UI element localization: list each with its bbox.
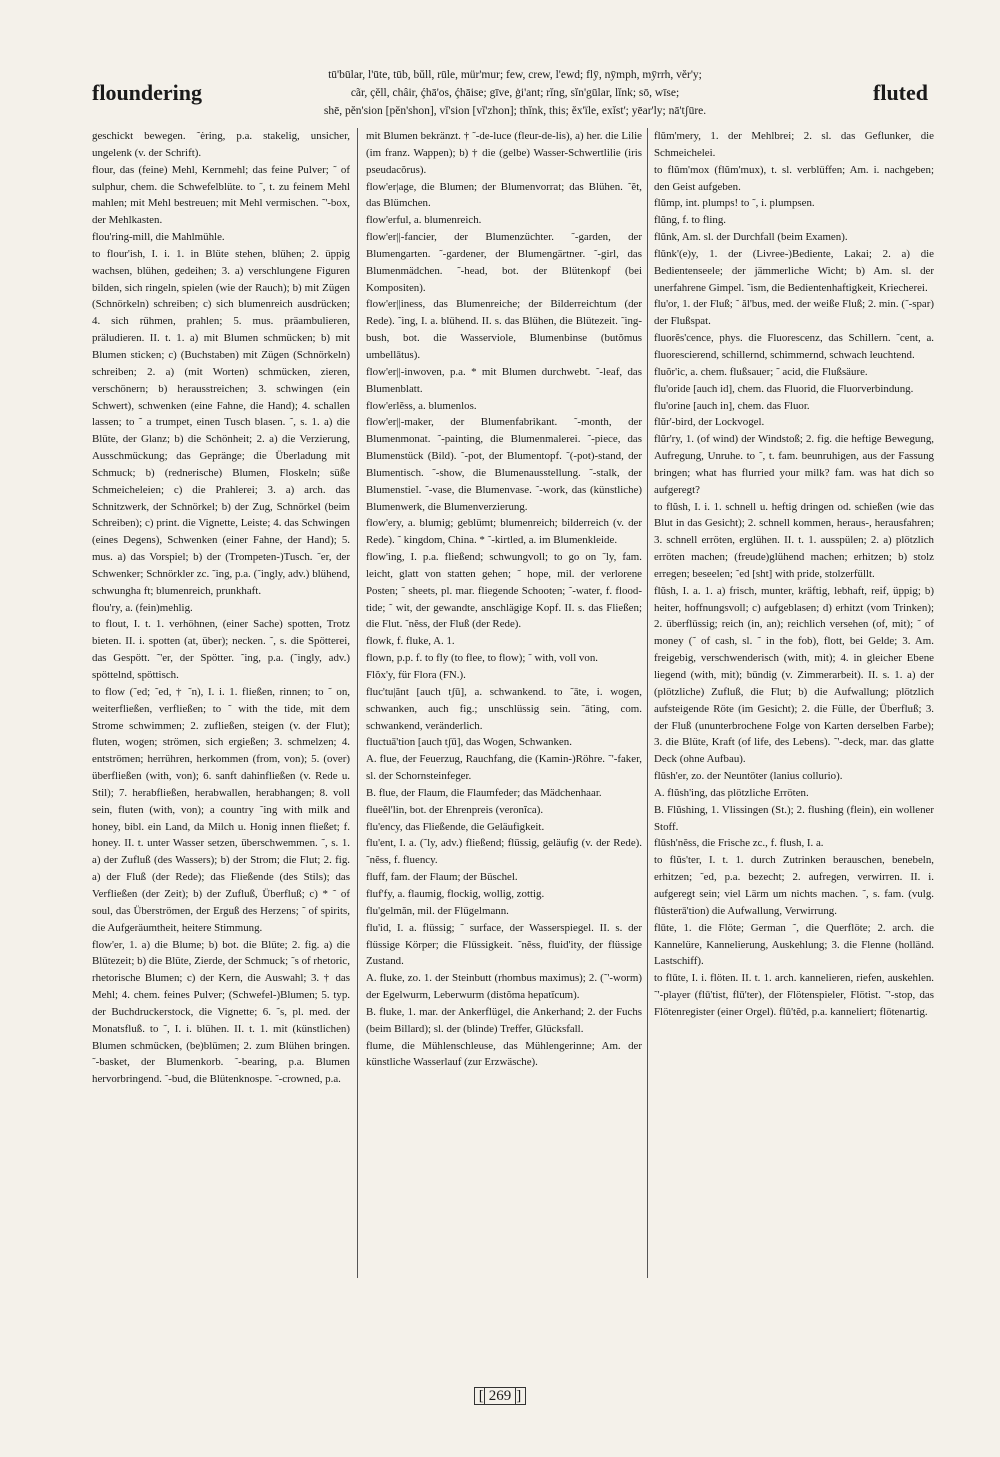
dictionary-entry: B. Flŭshing, 1. Vlissingen (St.); 2. flushing (flein), ein wollener Stoff.	[654, 803, 934, 833]
dictionary-entry: fluc'tu|ănt [auch tʃū], a. schwankend. to ˜āte, i. wogen, schwanken, auch fig.; unschlüssig sein. ˜āting, com. schwankend, veränderlich.	[366, 685, 642, 732]
dictionary-entry: flow'er||-maker, der Blumenfabrikant. ˜-month, der Blumenmonat. ˜-painting, die Blumenmalerei. ˜-piece, das Blumenstück (Bild). ˜-pot, der Blumentopf. ˜(-pot)-stand, der Blumentisch. ˜-show, die Blumenausstellung. ˜-stalk, der Blumenstiel. ˜-vase, die Blumenvase. ˜-work, das (künstliche) Blumenwerk, die Blumenverzierung.	[366, 416, 642, 513]
dictionary-entry: to flŭs'ter, I. t. 1. durch Zutrinken berauschen, benebeln, erhitzen; ˜ed, p.a. bezecht; 2. aufregen, verwirren. II. i. aufgeregt sein; viel Lärm um nichts machen. ˜, s. fam. (vulg. flŭsterā'tion) die Aufwallung, Verwirrung.	[654, 854, 934, 917]
dictionary-entry: to flout, I. t. 1. verhöhnen, (einer Sache) spotten, Trotz bieten. II. i. spotten (at, über); necken. ˜, s. die Spötterei, das Gespött. ˜'er, der Spötter. ˜ing, p.a. (˜ingly, adv.) spöttelnd, spöttisch.	[92, 618, 350, 681]
dictionary-entry: flŭng, f. to fling.	[654, 214, 726, 227]
dictionary-entry: flu'orine [auch in], chem. das Fluor.	[654, 399, 810, 412]
dictionary-entry: flu'id, I. a. flüssig; ˜ surface, der Wasserspiegel. II. s. der flüssige Körper; die Flüssigkeit. ˜nĕss, fluid'ity, der flüssige Zustand.	[366, 921, 642, 968]
dictionary-entry: to flŭm'mox (flŭm'mux), t. sl. verblüffen; Am. i. nachgeben; den Geist aufgeben.	[654, 163, 934, 193]
dictionary-entry: flu'ent, I. a. (˜ly, adv.) fließend; flüssig, geläufig (v. der Rede). ˜nĕss, f. fluency.	[366, 837, 642, 867]
dictionary-entry: flowk, f. fluke, A. 1.	[366, 635, 455, 648]
column-1	[92, 128, 350, 1278]
dictionary-entry: flŭsh, I. a. 1. a) frisch, munter, kräftig, lebhaft, reif, üppig; b) heiter, hoffnungsvoll; c) aufgeblasen; d) erhitzt (vom Trinken); 2. überflüssig; reich (in, an); reichlich versehen (of, mit); ˜ of money (˜ of cash, sl. ˜ in the fob), flott, bei Gelde; 3. Am. freigebig, verschwenderisch (with, mit); 4. in gleicher Ebene liegend (with, mit); bündig (v. Zimmerarbeit). II. s. 1. a) der (plötzliche) Zufluß, die Flut; b) die Aufwallung; plötzlich aufsteigende Röte (im Gesicht); 2. die Fülle, der Überfluß; 3. der Fluß (ununterbrochene Folge von Karten derselben Farbe); 3. die Blüte, Kraft (of life, des Lebens). ˜'-deck, mar. das glatte Deck (ohne Aufbau).	[654, 584, 934, 766]
dictionary-entry: flow'er||-inwoven, p.a. * mit Blumen durchwebt. ˜-leaf, das Blumenblatt.	[366, 365, 642, 395]
dictionary-entry: A. fluke, zo. 1. der Steinbutt (rhombus maximus); 2. (˜'-worm) der Egelwurm, Leberwurm (distŏma hepatĭcum).	[366, 972, 642, 1002]
dictionary-entry: flŭr'ry, 1. (of wind) der Windstoß; 2. fig. die heftige Bewegung, Aufregung, Unruhe. to ˜, t. fam. beunruhigen, aus der Fassung bringen; what has flurried your milk? fam. was hat dich so aufgeregt?	[654, 433, 934, 496]
dictionary-entry: flŭmp, int. plumps! to ˜, i. plumpsen.	[654, 197, 815, 210]
page-number	[0, 1388, 1000, 1405]
dictionary-entry: A. flŭsh'ing, das plötzliche Erröten.	[654, 786, 809, 799]
dictionary-entry: A. flue, der Feuerzug, Rauchfang, die (Kamin-)Röhre. ˜'-faker, sl. der Schornsteinfeger.	[366, 753, 642, 783]
dictionary-entry: flŭnk'(e)y, 1. der (Livree-)Bediente, Lakai; 2. a) die Bedientenseele; der jämmerliche Wicht; b) Am. sl. der unerfahrene Gimpel. ˜ism, die Bedientenhaftigkeit, Kriecherei.	[654, 247, 934, 294]
dictionary-entry: flow'ing, I. p.a. fließend; schwungvoll; to go on ˜ly, fam. leicht, glatt von statten gehen; ˜ hope, mil. der verlorene Posten; ˜ sheets, pl. mar. fliegende Schooten; ˜-water, f. flood-tide; ˜ wit, der gewandte, anschlägige Kopf. II. s. das Fließen; die Flut. ˜nĕss, der Fluß (der Rede).	[366, 551, 642, 631]
dictionary-entry: to flour'ish, I. i. 1. in Blüte stehen, blühen; 2. üppig wachsen, blühen, gedeihen; 3. a) verschlungene Figuren bilden, sich ringeln, spielen (wie der Rauch); b) mit Zügen (Schnörkeln) schreiben; c) sich blumenreich ausdrücken; 4. sich rühmen, prahlen; 5. mus. präambulieren, präludieren. II. t. 1. a) mit Blumen schmücken; b) mit Blumen sticken; c) (Buchstaben) mit Zügen (Schnörkeln) schreiben; 2. a) (mit Worten) schmücken, zieren, verschönern; b) herausstreichen; 3. schwingen (ein Schwert), schwenken (eine Fahne, die Hand); 4. schallen lassen; to ˜ a trumpet, einen Tusch blasen. ˜, s. 1. a) die Blüte, der Glanz; b) die Schönheit; 2. a) die Verzierung, Ausschmückung; das Gepränge; die Überladung mit Schmuck; b) (rednerische) Blumen, Floskeln; süße Schmeicheleien; c) die Prahlerei; 3. a) arch. das Schnitzwerk, der Schnörkel; b) der Zug, Schnörkel (beim Schreiben); c) print. die Vignette, Leiste; 4. das Schwingen (eines Degens), Schwenken (einer Fahne, der Hand); 5. mus. a) das Vorspiel; b) der (Trompeten-)Tusch. ˜er, der Schwenker; Schnörkler zc. ˜ing, p.a. (˜ingly, adv.) blühend, schwungha ft; blumenreich, prunkhaft.	[92, 247, 350, 597]
dictionary-entry: flu'ency, das Fließende, die Geläufigkeit.	[366, 820, 545, 833]
dictionary-entry: fluff, fam. der Flaum; der Büschel.	[366, 871, 518, 884]
dictionary-entry: flow'erful, a. blumenreich.	[366, 214, 482, 227]
dictionary-entry: fluŏr'ic, a. chem. flußsauer; ˜ acid, die Flußsäure.	[654, 365, 868, 378]
dictionary-entry: flueĕl'lin, bot. der Ehrenpreis (veronĭca).	[366, 803, 544, 816]
dictionary-entry: flow'erlĕss, a. blumenlos.	[366, 399, 477, 412]
left-headword: floundering	[92, 80, 203, 105]
dictionary-entry: flu'gelmăn, mil. der Flügelmann.	[366, 904, 509, 917]
dictionary-entry: flow'ery, a. blumig; geblümt; blumenreich; bilderreich (v. der Rede). ˜ kingdom, China. * ˜-kirtled, a. im Blumenkleide.	[366, 517, 642, 547]
dictionary-entry: mit Blumen bekränzt. † ˜-de-luce (fleur-de-lis), a) her. die Lilie (im franz. Wappen); b) † die (gelbe) Wasser-Schwertlilie (iris pseudacŏrus).	[366, 130, 642, 176]
dictionary-entry: fluf'fy, a. flaumig, flockig, wollig, zottig.	[366, 887, 545, 900]
dictionary-entry: flūte, 1. die Flöte; German ˜, die Querflöte; 2. arch. die Kannelüre, Kannelierung, Auskehlung; 3. die Flenne (holländ. Lastschiff).	[654, 921, 934, 968]
dictionary-entry: B. flue, der Flaum, die Flaumfeder; das Mädchenhaar.	[366, 786, 602, 799]
dictionary-entry: flow'er|age, die Blumen; der Blumenvorrat; das Blühen. ˜ĕt, das Blümchen.	[366, 180, 642, 210]
dictionary-entry: flown, p.p. f. to fly (to flee, to flow); ˜ with, voll von.	[366, 652, 598, 665]
dictionary-entry: flou'ry, a. (fein)mehlig.	[92, 601, 193, 614]
dictionary-entry: flu'oride [auch id], chem. das Fluorid, die Fluorverbindung.	[654, 382, 914, 395]
dictionary-entry: flu'or, 1. der Fluß; ˜ ăl'bus, med. der weiße Fluß; 2. min. (˜-spar) der Flußspat.	[654, 298, 934, 328]
dictionary-entry: B. fluke, 1. mar. der Ankerflügel, die Ankerhand; 2. der Fuchs (beim Billard); sl. der (blinde) Treffer, Glücksfall.	[366, 1005, 642, 1035]
dictionary-entry: to flūte, I. i. flöten. II. t. 1. arch. kannelieren, riefen, auskehlen. ˜'-player (flū'tist, flū'ter), der Flötenspieler, Flötist. ˜'-stop, das Flötenregister (einer Orgel). flū'tĕd, p.a. kanneliert; flötenartig.	[654, 972, 934, 1018]
pronunciation-line: shē, pĕn'sion [pĕn'shon], vĭ'sion [vĭ'zhon]; thĭnk, this; ĕx'ïle, exĭst'; yēar'ly; nā'tʃūre.	[323, 105, 707, 117]
column-divider	[357, 128, 358, 1278]
dictionary-entry: flour, das (feine) Mehl, Kernmehl; das feine Pulver; ˜ of sulphur, chem. die Schwefelblüte. to ˜, t. zu feinem Mehl mahlen; mit Mehl bestreuen; mit Mehl vermischen. ˜'-box, der Mehlkasten.	[92, 163, 350, 227]
dictionary-entry: flŭsh'nĕss, die Frische zc., f. flush, I. a.	[654, 837, 824, 850]
dictionary-entry: to flŭsh, I. i. 1. schnell u. heftig dringen od. schießen (wie das Blut in das Gesicht); 2. schnell kommen, heraus-, herausfahren; 3. schnell erröten, erglühen. II. t. 1. ausspülen; 2. a) plötzlich erröten machen; (freude)glühend machen; erhitzen; b) stolz erregen; beseelen; ˜ed [sht] with pride, stolzerfüllt.	[654, 500, 934, 580]
right-headword: fluted	[873, 80, 928, 105]
page-number-label: [ 269 ]	[474, 1387, 527, 1405]
pronunciation-line: tū'būlar, l'ūte, tūb, bŭll, rūle, mür'mur; few, crew, l'ewd; flȳ, nȳmph, mȳrrh, vĕr'y;	[328, 69, 702, 81]
dictionary-entry: flow'er, 1. a) die Blume; b) bot. die Blüte; 2. fig. a) die Blütezeit; b) die Blüte, Zierde, der Schmuck; ˜s of rhetoric, rhetorische Blumen; c) der Kern, die Auswahl; 3. † das Mehl; 4. chem. feines Pulver; (Schwefel-)Blumen; 5. typ. der Buchdruckerstock, die Vignette; 6. ˜s, pl. med. der Monatsfluß. to ˜, I. i. blühen. II. t. 1. mit (künstlichen) Blumen schmücken, (be)blümen; 2. zum Blühen bringen. ˜-basket, der Blumenkorb. ˜-bearing, p.a. Blumen hervorbringend. ˜-bud, die Blütenknospe. ˜-crowned, p.a.	[92, 938, 350, 1086]
dictionary-entry: geschickt bewegen. ˜ėring, p.a. stakelig, unsicher, ungelenk (v. der Schrift).	[92, 130, 350, 159]
column-3	[654, 128, 934, 1278]
dictionary-entry: flŭm'mery, 1. der Mehlbrei; 2. sl. das Geflunker, die Schmeichelei.	[654, 130, 934, 159]
dictionary-entry: flŭsh'er, zo. der Neuntöter (lanius collurio).	[654, 770, 843, 783]
dictionary-entry: to flow (˜ed; ˜ed, † ˜n), I. i. 1. fließen, rinnen; to ˜ on, weiterfließen, verfließen; to ˜ with the tide, mit dem Strome schwimmen; 2. zufließen, steigen (v. der Flut); fluten, wogen; strömen, sich ergießen; 3. schmelzen; 4. entströmen; herrühren, herkommen (from, von); 5. (over) überfließen (with, von); 6. sanft dahinfließen (v. Rede u. Stil); 7. herabfließen, herabwallen, herabhangen; 8. voll sein, fluten (with, von); a country ˜ing with milk and honey, bibl. ein Land, da Milch u. Honig innen fließet; f. honey. II. t. unter Wasser setzen, überschwemmen. ˜, s. 1. a) der Zufluß (des Wassers); b) der Strom; die Flut; 2. fig. a) der Fluß (der Rede); das Fließende (des Stils); das Verfließen (der Zeit); b) der Zufluß, Überfluß; c) * ˜ of soul, das Überströmen, der Erguß des Herzens; ˜ of spirits, die Aufgeräumtheit, heitere Stimmung.	[92, 685, 350, 934]
dictionary-entry: fluorĕs'cence, phys. die Fluorescenz, das Schillern. ˜cent, a. fluorescierend, schillernd, schimmernd, schwach leuchtend.	[654, 332, 934, 361]
pronunciation-key	[235, 66, 795, 120]
pronunciation-line: cãr, çĕll, châir, ḉhā'os, ḉhāise; gīve, ġi'ant; rĭng, sĭn'gūlar, lĭnk; sō, wīse;	[350, 87, 680, 99]
dictionary-entry: flume, die Mühlenschleuse, das Mühlengerinne; Am. der künstliche Wasserlauf (zur Erzwäsche).	[366, 1039, 642, 1069]
dictionary-entry: flŭnk, Am. sl. der Durchfall (beim Examen).	[654, 231, 848, 244]
column-divider	[647, 128, 648, 1278]
dictionary-entry: Flŏx'y, für Flora (FN.).	[366, 669, 466, 681]
column-2	[366, 128, 642, 1278]
dictionary-entry: flow'er||-fancier, der Blumenzüchter. ˜-garden, der Blumengarten. ˜-gardener, der Blumengärtner. ˜-girl, das Blumenmädchen. ˜-head, bot. der Blütenkopf (bei Kompositen).	[366, 231, 642, 294]
dictionary-entry: fluctuā'tion [auch tʃū], das Wogen, Schwanken.	[366, 736, 572, 749]
dictionary-entry: flow'er||iness, das Blumenreiche; der Bilderreichtum (der Rede). ˜ing, I. a. blühend. II. s. das Blühen, die Blütezeit. ˜ing-bush, bot. die Wasserviole, Blumenbinse (butŏmus umbellātus).	[366, 298, 642, 361]
dictionary-entry: flŭr'-bird, der Lockvogel.	[654, 416, 765, 429]
dictionary-entry: flou'ring-mill, die Mahlmühle.	[92, 231, 225, 244]
